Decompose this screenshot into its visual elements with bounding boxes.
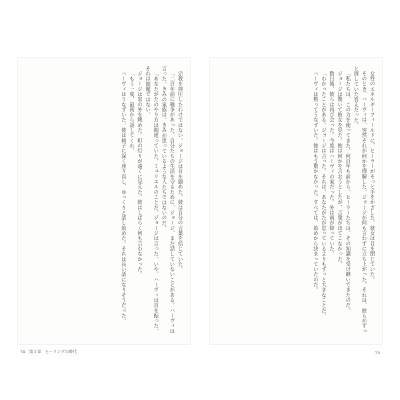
paragraph: ハーヴィは黙ってうなずいた。彼はもう驚かなかった。すべては、始めから決まっていたのだ。 xyxy=(312,71,319,293)
paragraph: ハーヴィはうなずいた。彼は椅子に深く座り直し、ゆっくりと話し始めた。それは長い話になりそうだった。 xyxy=(120,71,127,324)
paragraph: 宗教を抑圧したわけではない。ジョージは目を細めた。彼は自分の言葉を信じていた。 xyxy=(177,71,183,272)
paragraph: 「二百年前に戦争があった。自分たちの生活を守るために、ジョージ、まだ話していないことがある。ハーヴィは言った。きみの家族は、きみが思っているような人たちではないのだ。 xyxy=(160,66,175,334)
paragraph: 「もう一度、最初から話してくれ。 xyxy=(128,71,135,154)
paragraph: ジョージは驚いて彼女を見た。彼は何かを言おうとしたが、言葉が出てこなかった。 xyxy=(336,71,343,267)
right-page xyxy=(210,58,382,355)
page-number-left: 74 第３章 ヒーリングの時代 xyxy=(20,349,77,354)
right-page-text xyxy=(216,66,376,336)
paragraph: 「あなたがたのやり方は間違っていた。ミュリエルのことだ。ジョージは言った。いや、ハーヴィは首を振った。それは問題ではない。 xyxy=(144,66,159,334)
paragraph: 数日後、彼らは再び会った。今度はハーヴィの家だった。外は雨が降っていた。 xyxy=(328,71,335,257)
paragraph: 「わかったことがある。ジョージは言った。それは、あなたがたが思っているよりもずっと大きなことだ。 xyxy=(320,71,327,319)
paragraph: そのとき、ハーヴィは、突然それが何かを理解した。ジョージが何も言わずに立ち上がった。それは、彼らがずっと探していた答えだった。 xyxy=(352,66,367,334)
book-spread xyxy=(18,58,382,355)
paragraph: 女性のエネルギーフィールドに、ヒーラーがそっと手をかざした。彼女は目を閉じていた。 xyxy=(369,71,375,283)
left-page xyxy=(18,58,190,354)
paragraph: 「私たちは、この力を使ってきた。何百年も前から。ヒーラーたちは、その知識を受け継いできたのだ。 xyxy=(344,71,351,314)
paragraph: ジョージは窓の外を眺めた。町の灯りが遠くに見えた。彼はしばらく何も言わなかった。 xyxy=(136,71,143,277)
page-number-right: 75 xyxy=(374,350,380,355)
left-page-text xyxy=(24,66,184,336)
